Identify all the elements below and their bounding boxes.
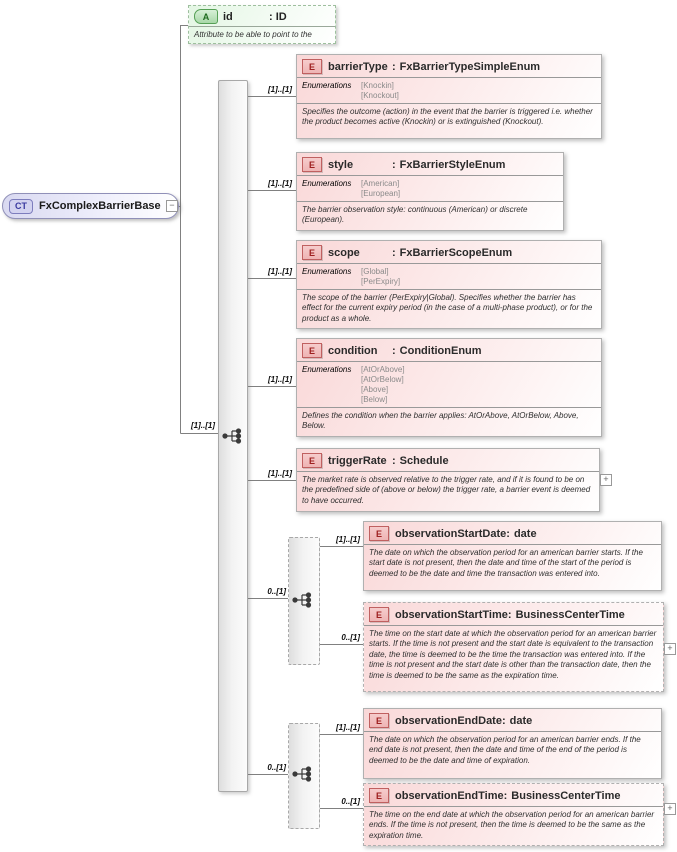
attribute-title: id : ID [223, 10, 287, 23]
cardinality-label: [1]..[1] [268, 267, 292, 276]
enum-value: [Above] [361, 385, 389, 394]
enumerations-row: Enumerations [AtOrAbove] [AtOrBelow] [Above] [Below] [297, 361, 601, 407]
element-badge: E [302, 59, 322, 74]
cardinality-label: [1]..[1] [191, 421, 215, 430]
cardinality-label: [1]..[1] [268, 179, 292, 188]
element-node-observationEndTime[interactable] [363, 783, 664, 846]
element-title: observationStartDate: date [395, 527, 537, 540]
cardinality-label: [1]..[1] [268, 469, 292, 478]
cardinality-label: 0..[1] [267, 587, 286, 596]
sequence-icon [292, 591, 314, 609]
enum-value: [Below] [361, 395, 388, 404]
element-badge: E [369, 713, 389, 728]
cardinality-label: 0..[1] [341, 797, 360, 806]
element-title: barrierType : FxBarrierTypeSimpleEnum [328, 60, 541, 73]
element-badge: E [302, 245, 322, 260]
element-title: style : FxBarrierStyleEnum [328, 158, 506, 171]
expand-button-observationStartTime[interactable]: + [664, 643, 676, 655]
complex-type-node[interactable] [2, 193, 179, 219]
enumerations-row: Enumerations [Knockin] [Knockout] [297, 77, 601, 103]
element-badge: E [369, 526, 389, 541]
enumerations-row: Enumerations [American] [European] [297, 175, 563, 201]
element-node-style[interactable] [296, 152, 564, 231]
element-node-condition[interactable] [296, 338, 602, 437]
element-annotation: The time on the start date at which the observation period for an american barrier starts. If the time is not present and the start date is equivalent to the transaction date, the time is deemed to be the time the transaction was entered into. If the time is not present and the start date is other than the transaction date, then the time is deemed to be the same as the expiration time. [364, 625, 663, 685]
element-badge: E [302, 157, 322, 172]
cardinality-label: [1]..[1] [268, 375, 292, 384]
cardinality-label: [1]..[1] [268, 85, 292, 94]
enum-value: [PerExpiry] [361, 277, 401, 286]
element-node-triggerRate[interactable] [296, 448, 600, 512]
element-node-barrierType[interactable] [296, 54, 602, 139]
enumerations-row: Enumerations [Global] [PerExpiry] [297, 263, 601, 289]
enum-value: [AtOrBelow] [361, 375, 404, 384]
expand-button-triggerRate[interactable]: + [600, 474, 612, 486]
attribute-annotation: Attribute to be able to point to the [189, 26, 335, 43]
cardinality-label: [1]..[1] [336, 535, 360, 544]
element-annotation: Specifies the outcome (action) in the event that the barrier is triggered i.e. whether the product becomes active (Knockin) or is extinguished (Knockout). [297, 103, 601, 132]
cardinality-label: 0..[1] [341, 633, 360, 642]
cardinality-label: [1]..[1] [336, 723, 360, 732]
complex-type-badge: CT [9, 199, 33, 214]
element-title: condition : ConditionEnum [328, 344, 482, 357]
enum-value: [Knockout] [361, 91, 399, 100]
element-node-scope[interactable] [296, 240, 602, 329]
element-title: observationEndDate: date [395, 714, 533, 727]
sequence-icon [292, 765, 314, 783]
element-annotation: The market rate is observed relative to the trigger rate, and if it is found to be on the predefined side of (above or below) the trigger rate, a barrier event is deemed to have occurred. [297, 471, 599, 510]
complex-type-name: FxComplexBarrierBase [39, 200, 161, 212]
enum-value: [American] [361, 179, 400, 188]
enum-value: [Knockin] [361, 81, 394, 90]
enum-value: [AtOrAbove] [361, 365, 405, 374]
element-node-observationEndDate[interactable] [363, 708, 662, 779]
attribute-badge: A [194, 9, 218, 24]
element-badge: E [369, 607, 389, 622]
expand-button-observationEndTime[interactable]: + [664, 803, 676, 815]
element-badge: E [369, 788, 389, 803]
cardinality-label: 0..[1] [267, 763, 286, 772]
sequence-icon [222, 427, 244, 445]
element-annotation: Defines the condition when the barrier applies: AtOrAbove, AtOrBelow, Above, Below. [297, 407, 601, 436]
element-annotation: The time on the end date at which the observation period for an american barrier ends. If the time is not present, then the time is deemed to be the same as the expiration time. [364, 806, 663, 845]
element-badge: E [302, 453, 322, 468]
collapse-button[interactable]: − [166, 200, 178, 212]
element-annotation: The date on which the observation period for an american barrier ends. If the end date is not present, then the date and time of the end of the period is deemed to be the date and time of expiration. [364, 731, 661, 770]
element-node-observationStartTime[interactable] [363, 602, 664, 692]
attribute-node-id[interactable] [188, 5, 336, 44]
element-annotation: The scope of the barrier (PerExpiry|Global). Specifies whether the barrier has effect for the current expiry period (in the case of a multi-phase product), or for the product as a whole. [297, 289, 601, 328]
element-annotation: The barrier observation style: continuous (American) or discrete (European). [297, 201, 563, 230]
enum-value: [Global] [361, 267, 389, 276]
enum-value: [European] [361, 189, 401, 198]
element-title: observationEndTime: BusinessCenterTime [395, 789, 621, 802]
element-title: scope : FxBarrierScopeEnum [328, 246, 513, 259]
element-badge: E [302, 343, 322, 358]
element-annotation: The date on which the observation period for an american barrier starts. If the start date is not present, then the date and time of the start of the period is deemed to be the date and time the transaction was entered into. [364, 544, 661, 583]
element-title: triggerRate : Schedule [328, 454, 449, 467]
element-node-observationStartDate[interactable] [363, 521, 662, 591]
element-title: observationStartTime: BusinessCenterTime [395, 608, 625, 621]
